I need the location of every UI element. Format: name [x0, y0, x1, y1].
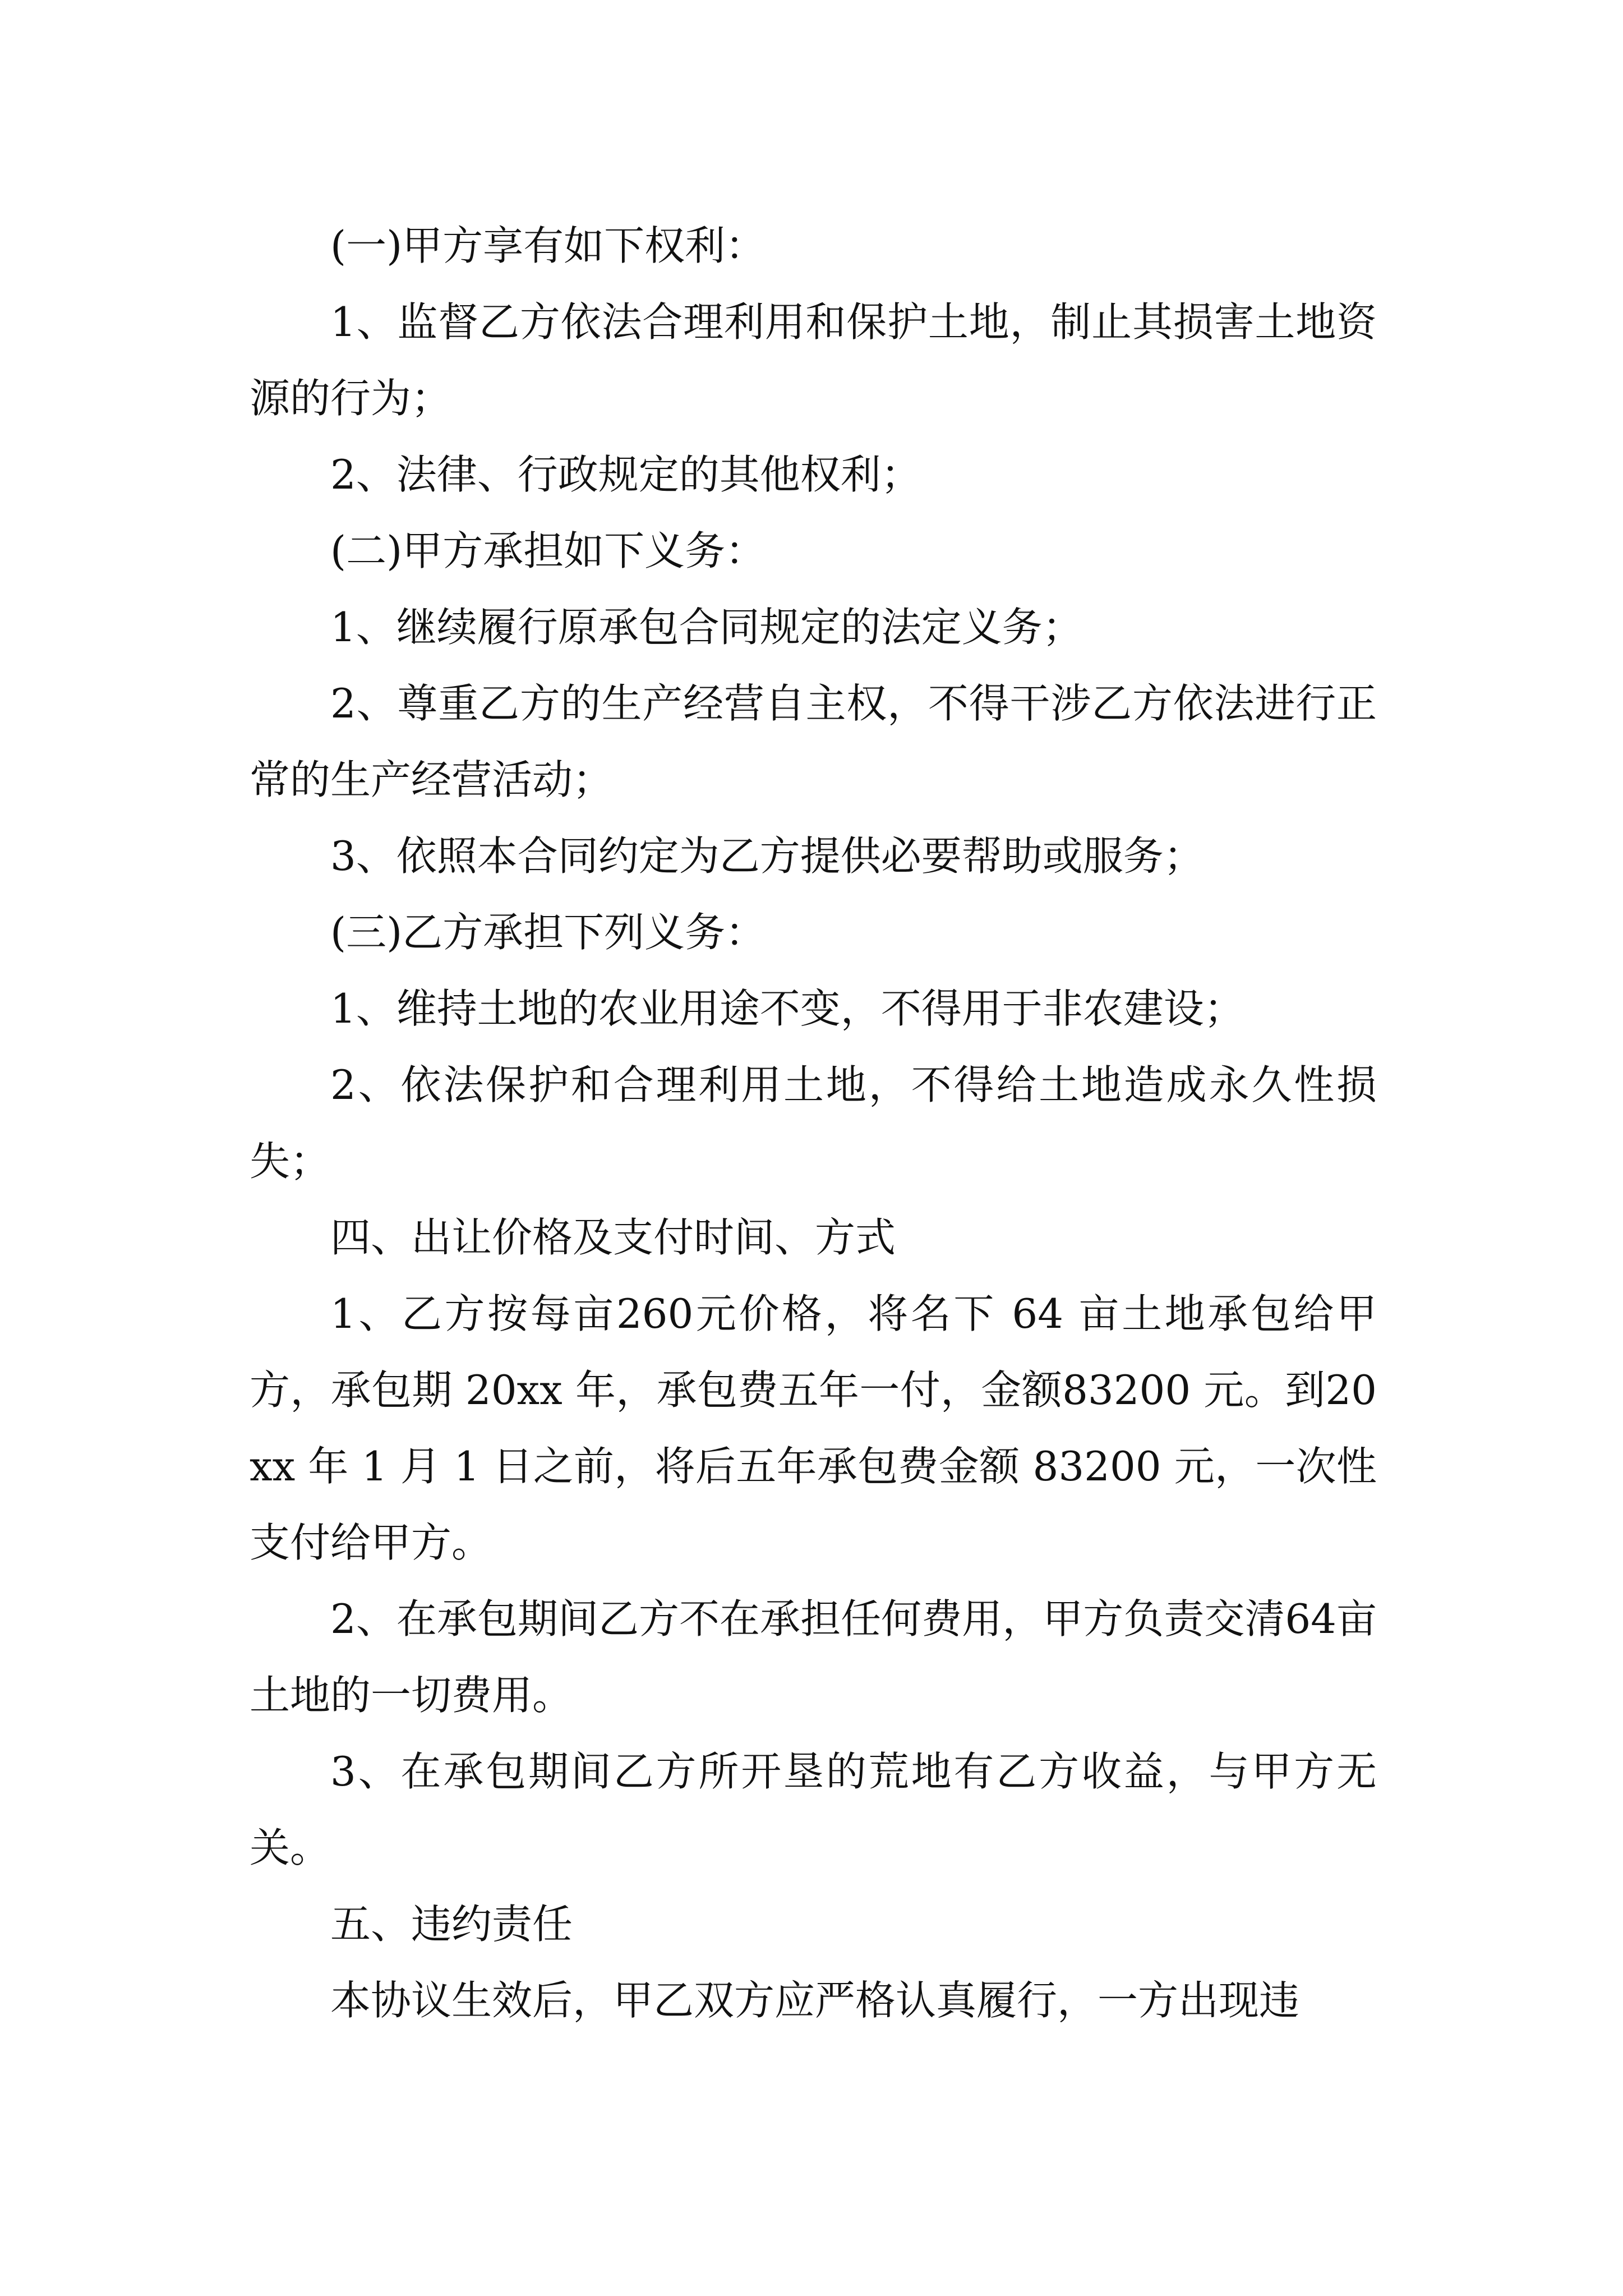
section-heading-party-a-obligations: (二)甲方承担如下义务： [330, 527, 766, 574]
section-heading-party-b-obligations: (三)乙方承担下列义务： [330, 909, 766, 956]
paragraph: 2、法律、行政规定的其他权利； [330, 451, 921, 498]
document-body [250, 208, 1377, 2039]
paragraph: 2、尊重乙方的生产经营自主权，不得干涉乙方依法进行正常的生产经营活动； [250, 680, 1377, 803]
paragraph: 本协议生效后，甲乙双方应严格认真履行，一方出现违 [330, 1977, 1300, 2024]
paragraph: 3、在承包期间乙方所开垦的荒地有乙方收益，与甲方无关。 [250, 1748, 1377, 1871]
section-heading-price-payment: 四、出让价格及支付时间、方式 [330, 1214, 896, 1261]
section-heading-party-a-rights: (一)甲方享有如下权利： [330, 222, 766, 269]
paragraph: 1、乙方按每亩260元价格，将名下 64 亩土地承包给甲方，承包期 20xx 年，承包费五年一付，金额83200 元。到20xx 年 1 月 1 日之前，将后五年承包费金额 83200 元，一次性支付给甲方。 [250, 1290, 1377, 1566]
section-heading-breach-liability: 五、违约责任 [330, 1901, 573, 1948]
paragraph: 3、依照本合同约定为乙方提供必要帮助或服务； [330, 832, 1204, 880]
paragraph: 1、继续履行原承包合同规定的法定义务； [330, 604, 1083, 651]
paragraph: 2、在承包期间乙方不在承担任何费用，甲方负责交清64亩土地的一切费用。 [250, 1595, 1377, 1719]
paragraph: 2、依法保护和合理利用土地，不得给土地造成永久性损失； [250, 1061, 1377, 1185]
paragraph: 1、维持土地的农业用途不变，不得用于非农建设； [330, 985, 1244, 1032]
paragraph: 1、监督乙方依法合理利用和保护土地，制止其损害土地资源的行为； [250, 298, 1377, 422]
